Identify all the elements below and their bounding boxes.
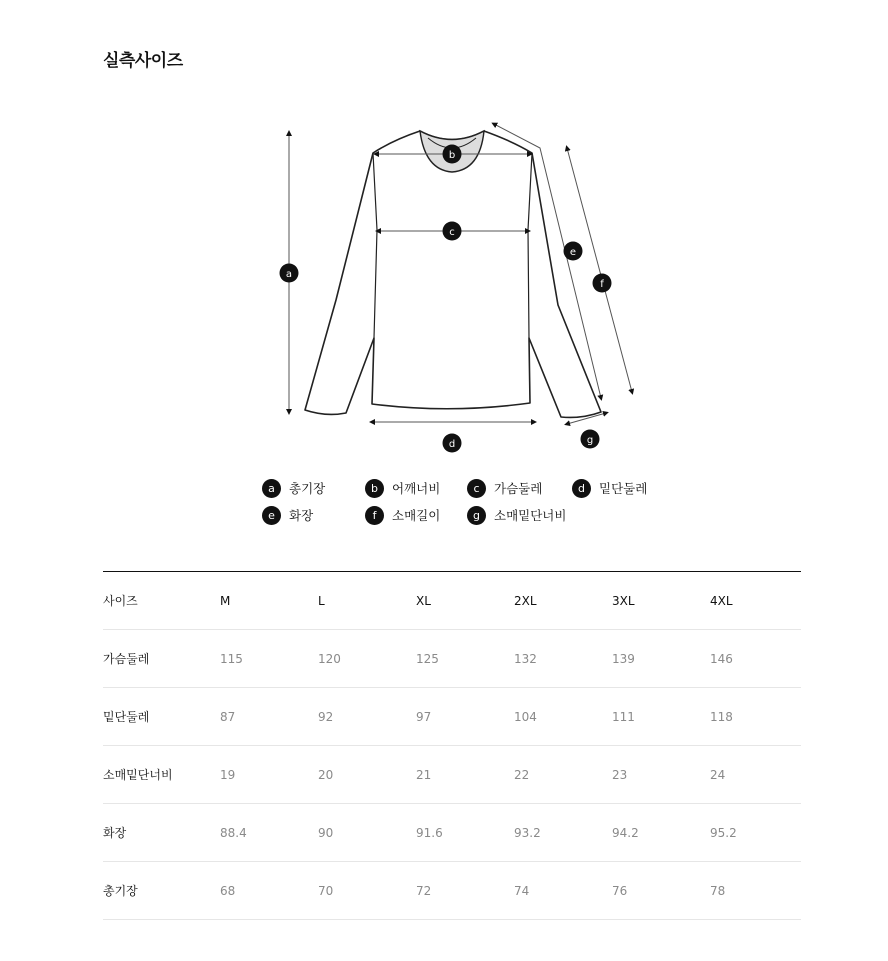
legend-item [262,505,313,525]
table-cell: 90 [318,804,416,862]
legend-marker: c [467,479,486,498]
table-cell: 70 [318,862,416,920]
table-cell: 132 [514,630,612,688]
legend-marker: b [365,479,384,498]
marker-d-label: d [448,439,456,450]
table-row [103,804,801,862]
table-cell: 125 [416,630,514,688]
table-cell: 22 [514,746,612,804]
table-cell: 76 [612,862,710,920]
table-row [103,688,801,746]
table-cell: 139 [612,630,710,688]
marker-b-label: b [448,150,456,161]
row-label: 가슴둘레 [103,630,220,688]
table-cell: 97 [416,688,514,746]
size-diagram [0,0,888,460]
row-label: 소매밑단너비 [103,746,220,804]
marker-a-label: a [285,269,293,280]
table-cell: 23 [612,746,710,804]
marker-c-label: c [449,227,455,238]
table-cell: 74 [514,862,612,920]
legend-marker: a [262,479,281,498]
legend-label: 소매밑단너비 [494,508,567,523]
table-cell: 115 [220,630,318,688]
marker-f-label: f [600,279,604,290]
legend-item [365,478,440,498]
table-cell: 92 [318,688,416,746]
legend-marker: e [262,506,281,525]
table-cell: 111 [612,688,710,746]
table-cell: 87 [220,688,318,746]
legend-label: 밑단둘레 [599,481,648,496]
row-label: 총기장 [103,862,220,920]
legend-item [365,505,440,525]
table-header-cell: L [318,572,416,630]
legend-label: 소매길이 [392,508,441,523]
legend-item [262,478,325,498]
shirt-outline [305,131,601,417]
row-label: 밑단둘레 [103,688,220,746]
legend-marker: g [467,506,486,525]
size-table [103,571,801,920]
table-header-cell: 4XL [710,572,801,630]
table-cell: 68 [220,862,318,920]
marker-g-label: g [586,435,594,446]
table-row [103,746,801,804]
table-cell: 21 [416,746,514,804]
legend-label: 총기장 [289,481,326,496]
table-cell: 88.4 [220,804,318,862]
table-cell: 95.2 [710,804,801,862]
legend-label: 어깨너비 [392,481,441,496]
table-cell: 118 [710,688,801,746]
row-label: 화장 [103,804,220,862]
table-cell: 19 [220,746,318,804]
table-cell: 104 [514,688,612,746]
legend-item [572,478,647,498]
table-header-cell: 3XL [612,572,710,630]
table-cell: 146 [710,630,801,688]
table-cell: 72 [416,862,514,920]
table-header-cell: XL [416,572,514,630]
table-cell: 78 [710,862,801,920]
legend-label: 가슴둘레 [494,481,543,496]
legend-marker: d [572,479,591,498]
table-cell: 94.2 [612,804,710,862]
table-row [103,630,801,688]
legend-item [467,478,542,498]
table-header-row [103,572,801,630]
table-header-cell: M [220,572,318,630]
table-header-cell: 2XL [514,572,612,630]
page-title: 실측사이즈 [103,51,183,71]
legend-item [467,505,566,525]
table-cell: 91.6 [416,804,514,862]
table-header-cell: 사이즈 [103,572,220,630]
table-cell: 93.2 [514,804,612,862]
marker-e-label: e [569,247,577,258]
table-cell: 24 [710,746,801,804]
table-cell: 120 [318,630,416,688]
measurement-legend [262,478,682,530]
table-cell: 20 [318,746,416,804]
legend-label: 화장 [289,508,314,523]
table-row [103,862,801,920]
legend-marker: f [365,506,384,525]
